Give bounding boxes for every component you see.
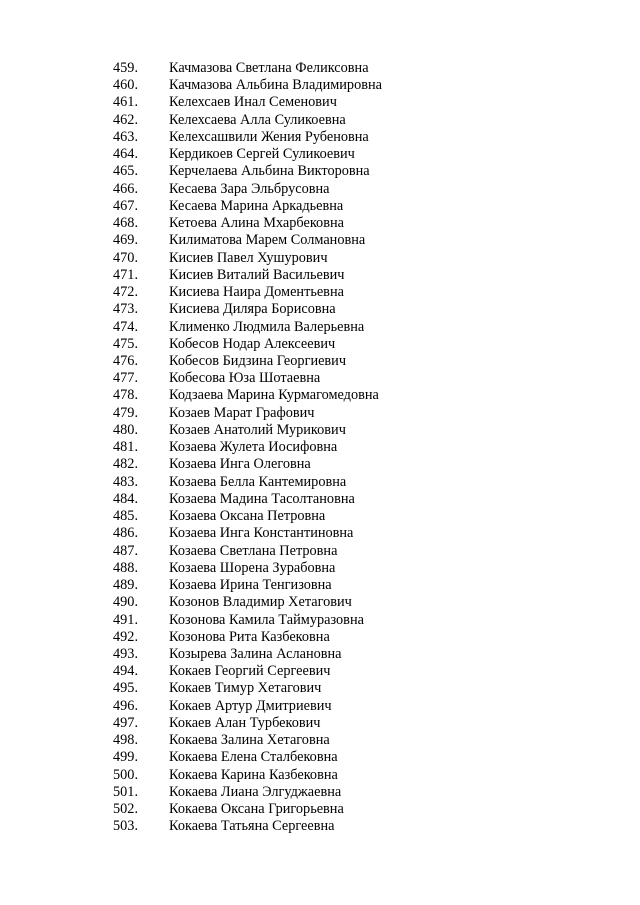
entry-number: 479. [113, 404, 139, 421]
list-item [0, 732, 640, 749]
list-item [0, 594, 640, 611]
entry-name: Керчелаева Альбина Викторовна [169, 163, 370, 180]
list-item [0, 767, 640, 784]
entry-name: Кокаев Алан Турбекович [169, 714, 321, 731]
entry-name: Качмазова Альбина Владимировна [169, 77, 382, 94]
entry-name: Кокаев Георгий Сергеевич [169, 663, 331, 680]
list-item [0, 60, 640, 77]
entry-number: 465. [113, 163, 139, 180]
entry-number: 460. [113, 77, 139, 94]
list-item [0, 267, 640, 284]
name-list [0, 60, 640, 836]
list-item [0, 663, 640, 680]
entry-name: Козонова Камила Таймуразовна [169, 611, 364, 628]
entry-name: Клименко Людмила Валерьевна [169, 318, 365, 335]
entry-name: Козырева Залина Аслановна [169, 645, 342, 662]
entry-number: 493. [113, 645, 139, 662]
entry-number: 467. [113, 197, 139, 214]
entry-number: 487. [113, 542, 139, 559]
entry-number: 495. [113, 680, 139, 697]
entry-number: 503. [113, 818, 139, 835]
list-item [0, 77, 640, 94]
entry-number: 469. [113, 232, 139, 249]
entry-name: Кесаева Зара Эльбрусовна [169, 180, 330, 197]
entry-number: 462. [113, 111, 139, 128]
entry-name: Келехсашвили Жения Рубеновна [169, 128, 369, 145]
entry-name: Козаев Марат Графович [169, 404, 315, 421]
entry-name: Кодзаева Марина Курмагомедовна [169, 387, 379, 404]
list-item [0, 215, 640, 232]
entry-number: 471. [113, 266, 139, 283]
entry-number: 470. [113, 249, 139, 266]
entry-number: 481. [113, 439, 139, 456]
list-item [0, 680, 640, 697]
entry-number: 473. [113, 301, 139, 318]
entry-name: Козаева Белла Кантемировна [169, 473, 347, 490]
entry-number: 488. [113, 559, 139, 576]
list-item [0, 646, 640, 663]
entry-number: 474. [113, 318, 139, 335]
entry-name: Козаева Ирина Тенгизовна [169, 577, 332, 594]
entry-number: 494. [113, 663, 139, 680]
list-item [0, 181, 640, 198]
entry-number: 463. [113, 128, 139, 145]
entry-number: 459. [113, 60, 139, 76]
list-item [0, 784, 640, 801]
entry-number: 500. [113, 766, 139, 783]
list-item [0, 336, 640, 353]
entry-name: Кисиева Наира Доментьевна [169, 284, 344, 301]
entry-name: Кобесов Нодар Алексеевич [169, 335, 336, 352]
list-item [0, 560, 640, 577]
entry-name: Кобесова Юза Шотаевна [169, 370, 321, 387]
entry-number: 476. [113, 352, 139, 369]
list-item [0, 543, 640, 560]
entry-name: Козаева Мадина Тасолтановна [169, 490, 355, 507]
entry-name: Кисиев Павел Хушурович [169, 249, 328, 266]
entry-number: 477. [113, 370, 139, 387]
entry-name: Килиматова Марем Солмановна [169, 232, 366, 249]
list-item [0, 232, 640, 249]
entry-name: Кетоева Алина Мхарбековна [169, 215, 344, 232]
entry-number: 498. [113, 732, 139, 749]
entry-number: 496. [113, 697, 139, 714]
list-item [0, 629, 640, 646]
entry-name: Козаева Жулета Иосифовна [169, 439, 338, 456]
entry-name: Кокаева Оксана Григорьевна [169, 801, 344, 818]
entry-name: Кокаева Лиана Элгуджаевна [169, 783, 342, 800]
list-item [0, 474, 640, 491]
list-item [0, 387, 640, 404]
entry-number: 492. [113, 628, 139, 645]
entry-number: 461. [113, 94, 139, 111]
entry-number: 499. [113, 749, 139, 766]
list-item [0, 129, 640, 146]
list-item [0, 370, 640, 387]
list-item [0, 405, 640, 422]
list-item [0, 94, 640, 111]
entry-name: Кесаева Марина Аркадьевна [169, 197, 344, 214]
entry-name: Кокаева Карина Казбековна [169, 766, 338, 783]
entry-name: Кокаева Елена Сталбековна [169, 749, 338, 766]
list-item [0, 698, 640, 715]
list-item [0, 250, 640, 267]
list-item [0, 198, 640, 215]
entry-number: 483. [113, 473, 139, 490]
list-item [0, 508, 640, 525]
entry-name: Кокаева Татьяна Сергеевна [169, 818, 335, 835]
entry-number: 486. [113, 525, 139, 542]
entry-name: Кокаев Артур Дмитриевич [169, 697, 332, 714]
entry-number: 478. [113, 387, 139, 404]
entry-name: Кисиев Виталий Васильевич [169, 266, 345, 283]
entry-number: 464. [113, 146, 139, 163]
entry-number: 485. [113, 508, 139, 525]
list-item [0, 301, 640, 318]
entry-name: Козаева Инга Константиновна [169, 525, 354, 542]
list-item [0, 353, 640, 370]
entry-number: 482. [113, 456, 139, 473]
list-item [0, 749, 640, 766]
entry-name: Келехсаев Инал Семенович [169, 94, 337, 111]
list-item [0, 163, 640, 180]
entry-number: 501. [113, 783, 139, 800]
list-item [0, 146, 640, 163]
entry-name: Козаева Инга Олеговна [169, 456, 311, 473]
entry-name: Кердикоев Сергей Суликоевич [169, 146, 355, 163]
list-item [0, 715, 640, 732]
entry-number: 468. [113, 215, 139, 232]
list-item [0, 612, 640, 629]
entry-number: 472. [113, 284, 139, 301]
entry-number: 497. [113, 714, 139, 731]
entry-number: 502. [113, 801, 139, 818]
entry-name: Кисиева Диляра Борисовна [169, 301, 336, 318]
entry-name: Козаева Светлана Петровна [169, 542, 338, 559]
entry-name: Козонова Рита Казбековна [169, 628, 330, 645]
list-item [0, 319, 640, 336]
entry-name: Козаева Шорена Зурабовна [169, 559, 336, 576]
entry-name: Кобесов Бидзина Георгиевич [169, 352, 347, 369]
entry-number: 491. [113, 611, 139, 628]
list-item [0, 284, 640, 301]
entry-name: Козонов Владимир Хетагович [169, 594, 352, 611]
entry-name: Кокаева Залина Хетаговна [169, 732, 330, 749]
entry-name: Козаева Оксана Петровна [169, 508, 326, 525]
entry-number: 475. [113, 335, 139, 352]
list-item [0, 801, 640, 818]
entry-number: 490. [113, 594, 139, 611]
list-item [0, 818, 640, 835]
entry-number: 480. [113, 421, 139, 438]
list-item [0, 577, 640, 594]
list-item [0, 456, 640, 473]
entry-number: 489. [113, 577, 139, 594]
entry-name: Келехсаева Алла Суликоевна [169, 111, 346, 128]
entry-name: Качмазова Светлана Феликсовна [169, 60, 369, 76]
entry-number: 484. [113, 490, 139, 507]
entry-number: 466. [113, 180, 139, 197]
entry-name: Козаев Анатолий Мурикович [169, 421, 346, 438]
list-item [0, 112, 640, 129]
list-item [0, 491, 640, 508]
list-item [0, 525, 640, 542]
entry-name: Кокаев Тимур Хетагович [169, 680, 322, 697]
list-item [0, 422, 640, 439]
list-item [0, 439, 640, 456]
